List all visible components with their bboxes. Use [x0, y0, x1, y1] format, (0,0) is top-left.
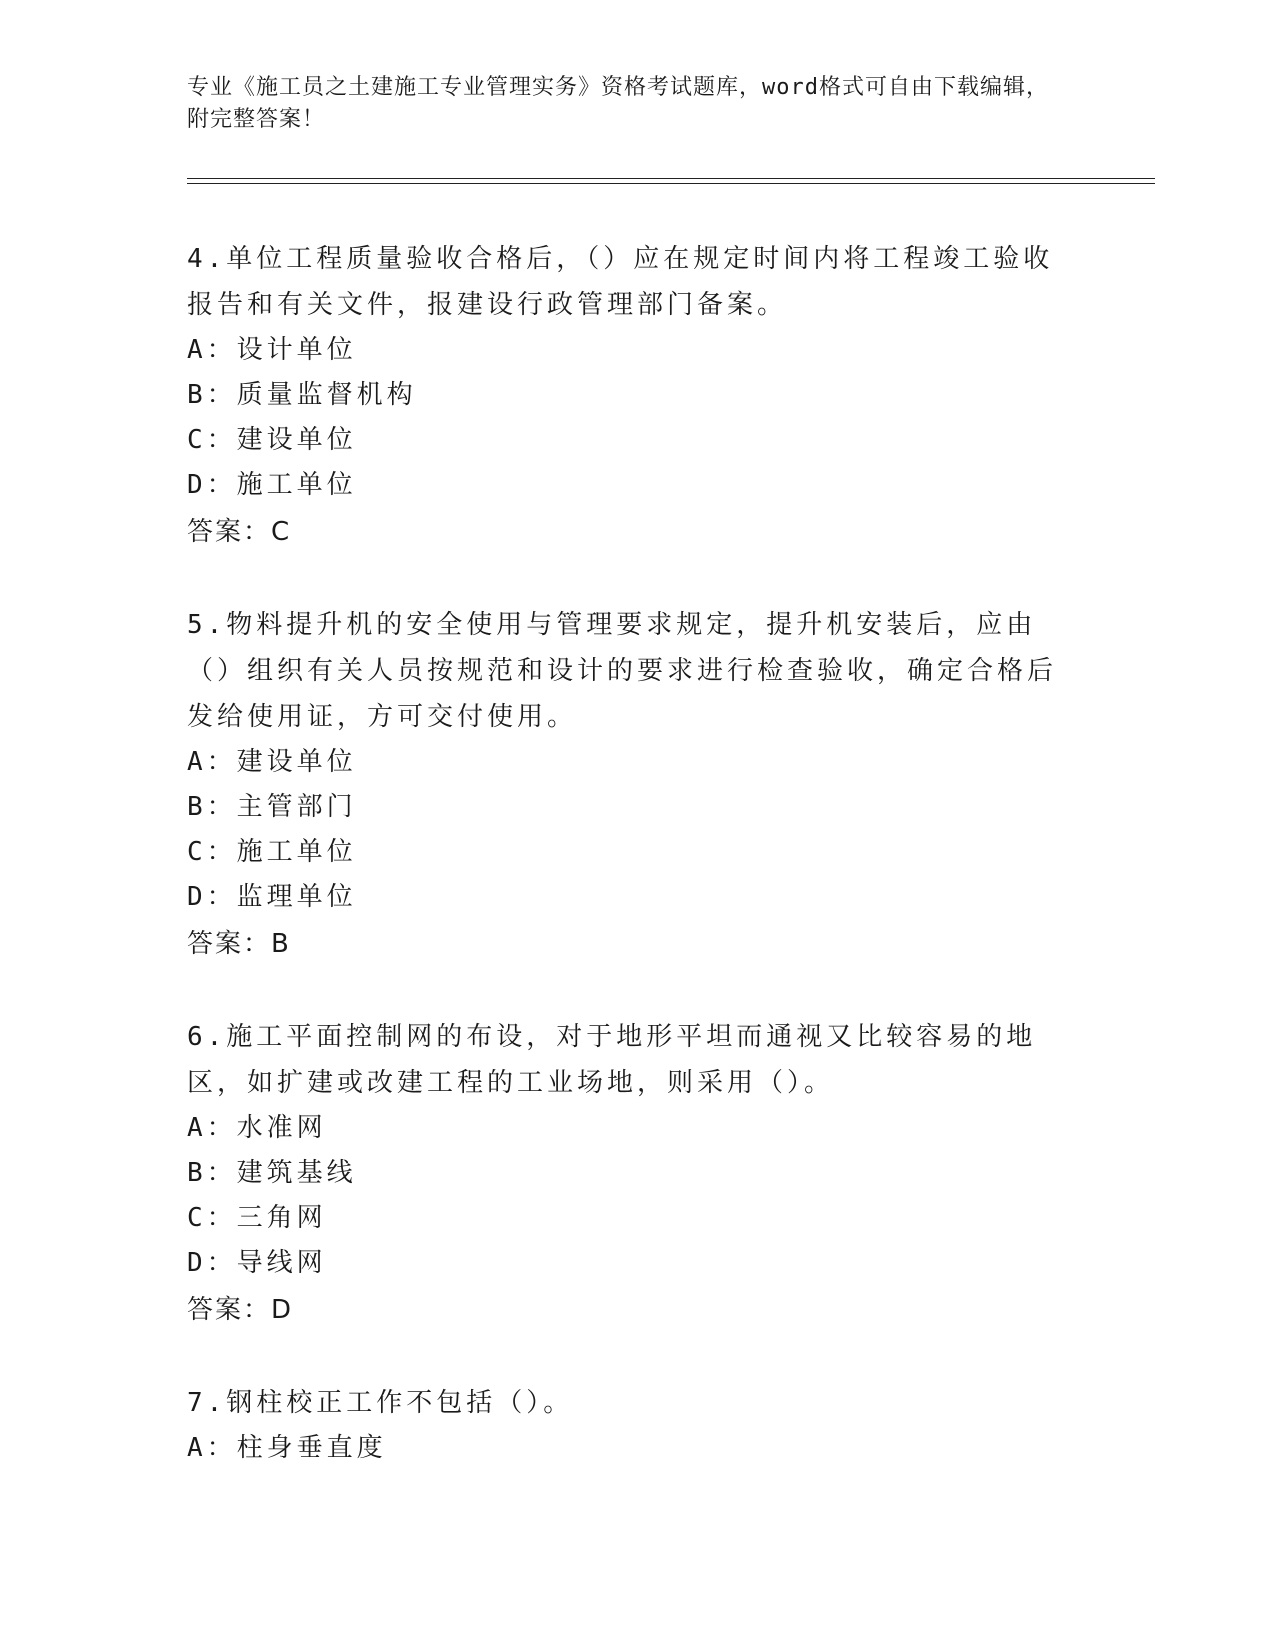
option-d: D：监理单位 — [187, 882, 357, 912]
option-b: B：建筑基线 — [187, 1158, 357, 1188]
question-text: 4.单位工程质量验收合格后，（）应在规定时间内将工程竣工验收报告和有关文件，报建设行政管理部门备案。 — [187, 244, 1054, 320]
question-block-7 — [187, 1380, 1067, 1471]
option-c: C：施工单位 — [187, 837, 357, 867]
option-a: A：水准网 — [187, 1113, 327, 1143]
option-d: D：导线网 — [187, 1248, 327, 1278]
question-list — [187, 236, 1067, 1517]
option-b: B：主管部门 — [187, 792, 357, 822]
option-c: C：三角网 — [187, 1203, 327, 1233]
question-text: 6.施工平面控制网的布设，对于地形平坦而通视又比较容易的地区，如扩建或改建工程的工业场地，则采用（）。 — [187, 1022, 1037, 1098]
option-d: D：施工单位 — [187, 470, 357, 500]
question-text: 5.物料提升机的安全使用与管理要求规定，提升机安装后，应由（）组织有关人员按规范和设计的要求进行检查验收，确定合格后发给使用证，方可交付使用。 — [187, 610, 1058, 732]
answer-line: 答案：D — [187, 1295, 294, 1325]
question-block-5 — [187, 602, 1067, 968]
question-block-6 — [187, 1014, 1067, 1334]
question-text: 7.钢柱校正工作不包括（）。 — [187, 1388, 574, 1418]
option-a: A：建设单位 — [187, 747, 357, 777]
option-c: C：建设单位 — [187, 425, 357, 455]
question-block-4 — [187, 236, 1067, 556]
answer-line: 答案：C — [187, 517, 292, 547]
option-b: B：质量监督机构 — [187, 380, 417, 410]
header-rule-top — [187, 178, 1155, 179]
option-a: A：设计单位 — [187, 335, 357, 365]
answer-line: 答案：B — [187, 929, 291, 959]
document-header: 专业《施工员之土建施工专业管理实务》资格考试题库，word格式可自由下载编辑，附完整答案！ — [187, 75, 1049, 132]
option-a: A：柱身垂直度 — [187, 1433, 387, 1463]
header-rule-bottom — [187, 183, 1155, 184]
